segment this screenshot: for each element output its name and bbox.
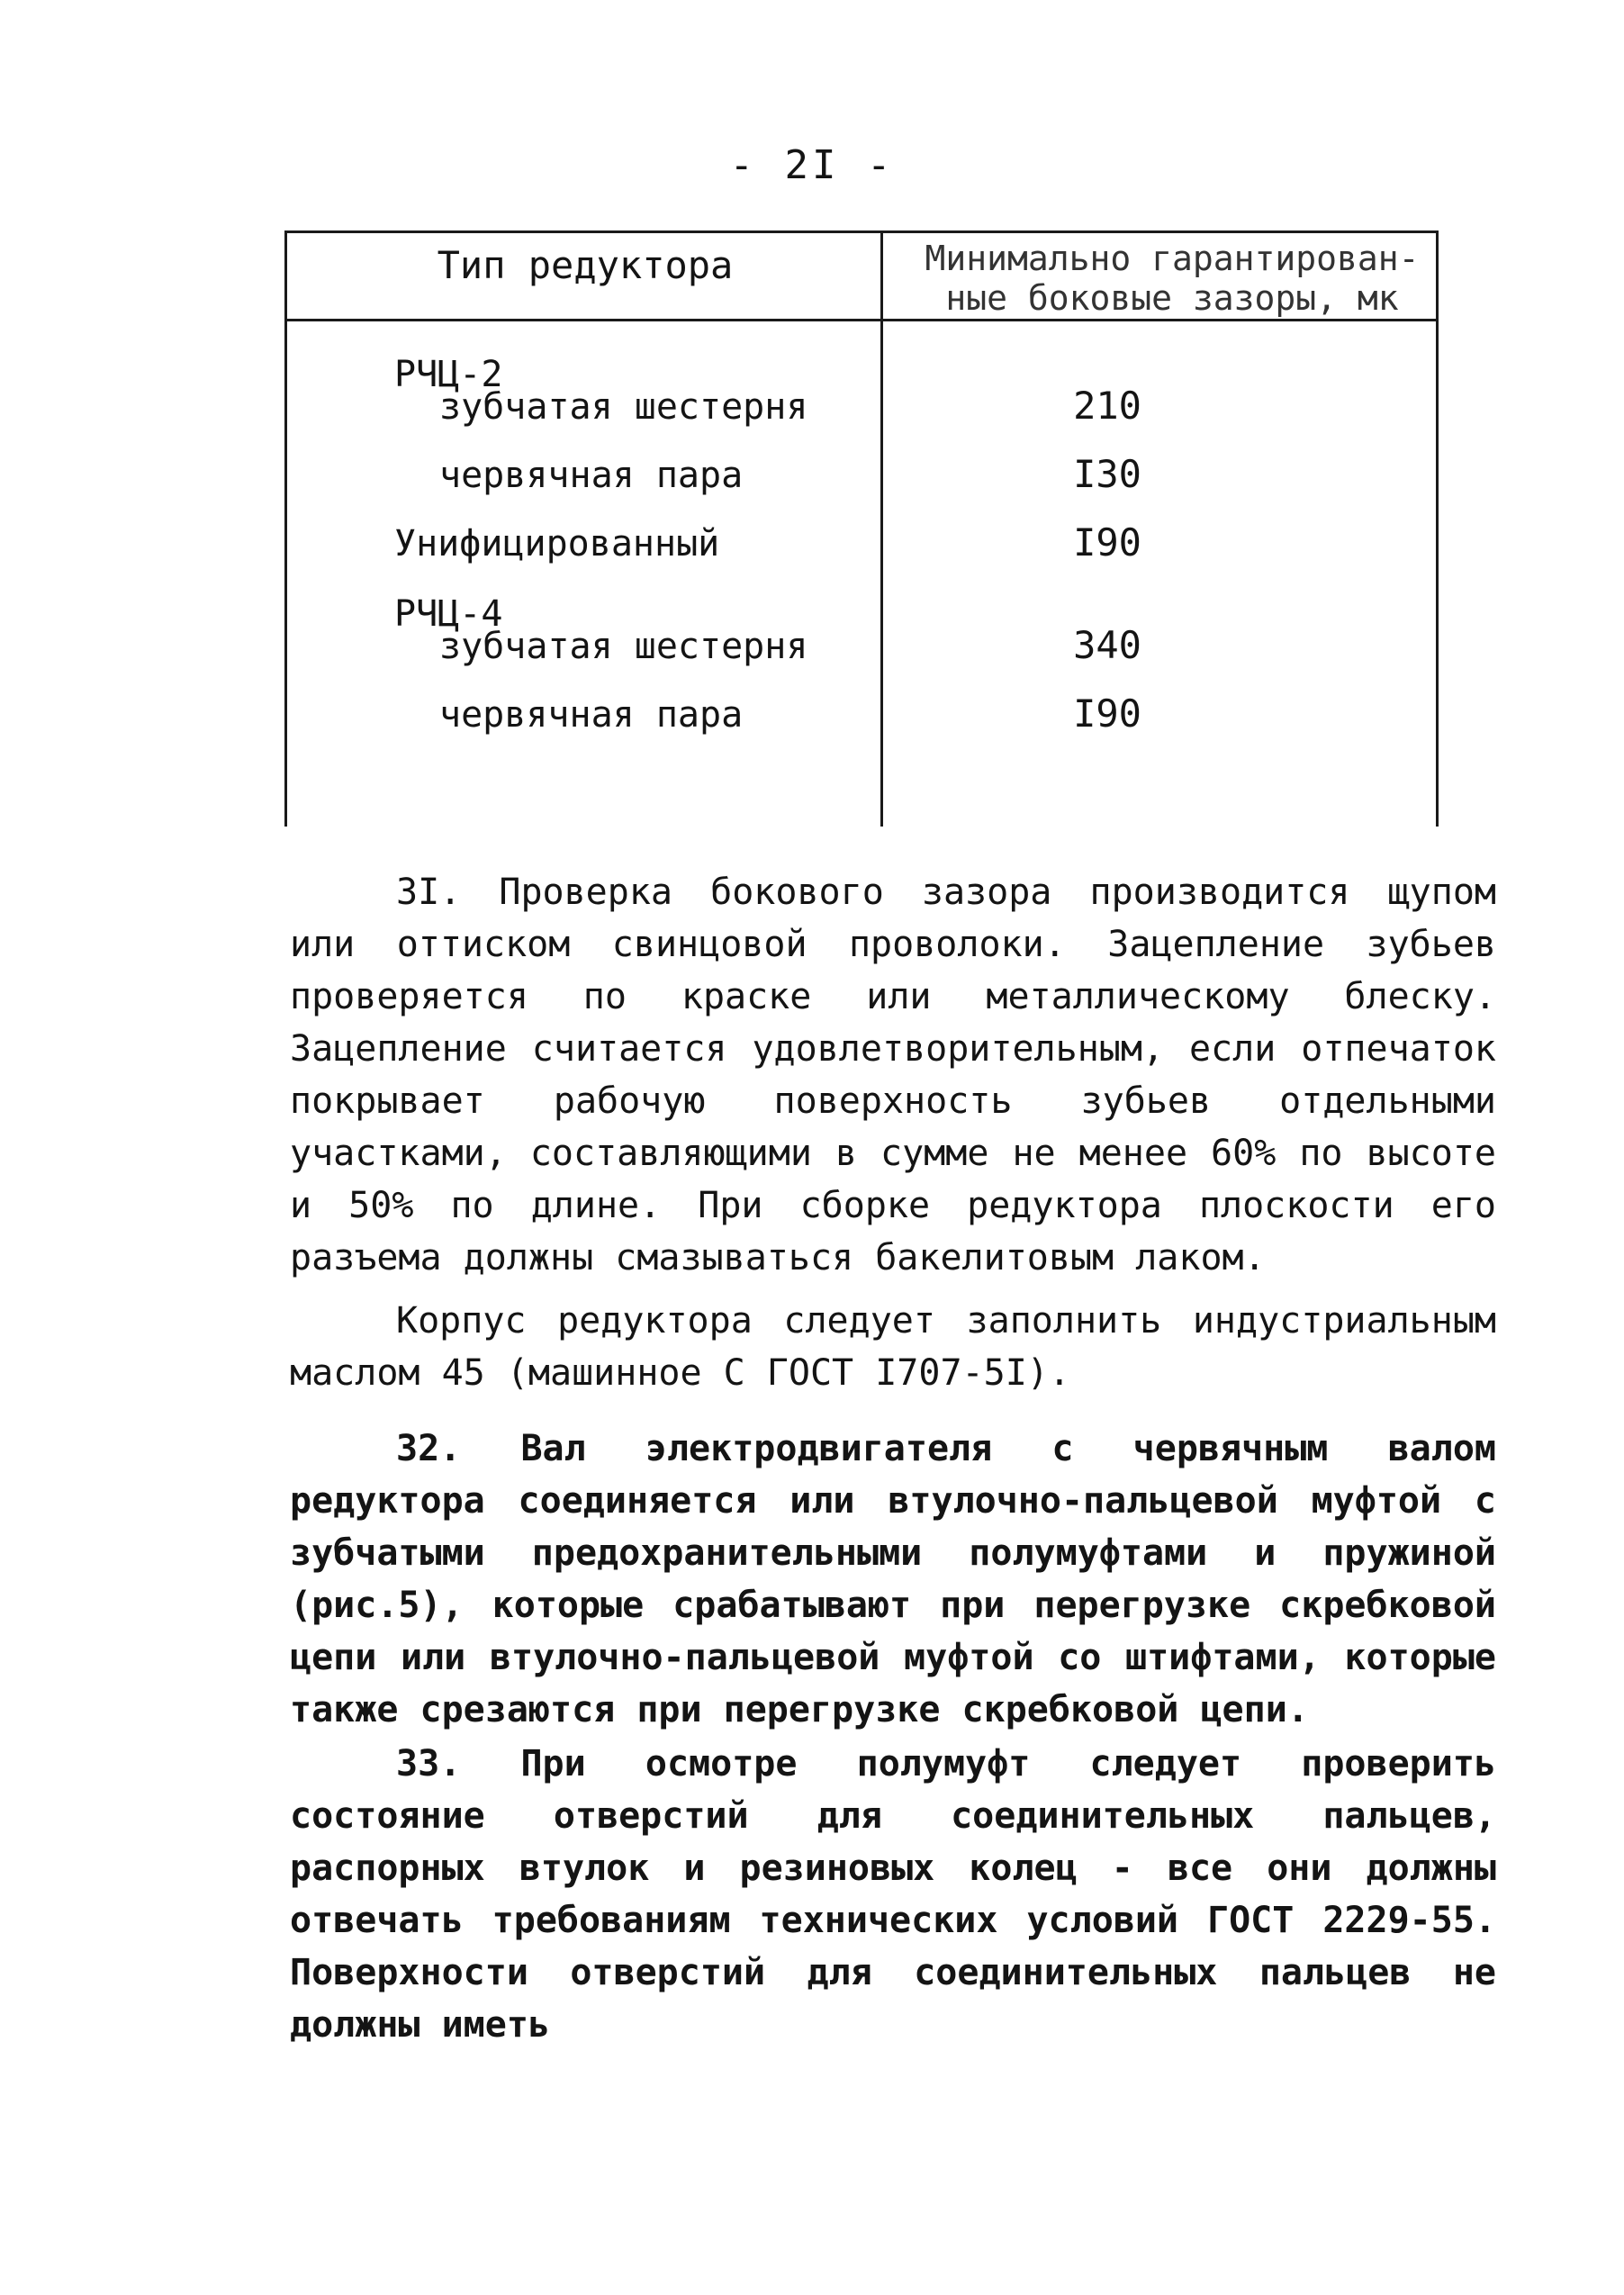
table-row-value: I90 xyxy=(1073,520,1141,565)
table-top-border xyxy=(284,230,1439,233)
table-row-value: 340 xyxy=(1073,623,1141,667)
paragraph-31: 3I. Проверка бокового зазора производится щупом или оттиском свинцовой проволоки. Зацепление зубьев проверяется по краске или металлическому блеску. Зацепление считается удовлетворительным, если отпечаток покрывает рабочую поверхность зубьев отдельными участками, составляющими в сумме не менее 60% по высоте и 50% по длине. При сборке редуктора плоскости его разъема должны смазываться бакелитовым лаком. xyxy=(290,872,1496,1279)
backlash-table xyxy=(0,0,1624,837)
table-group-label: РЧЦ-2 xyxy=(394,354,503,395)
paragraph-31-oil: Корпус редуктора следует заполнить индустриальным маслом 45 (машинное С ГОСТ I707-5I). xyxy=(290,1300,1496,1394)
table-row-label: червячная пара xyxy=(439,694,744,736)
paragraph-32: 32. Вал электродвигателя с червячным валом редуктора соединяется или втулочно-пальцевой муфтой с зубчатыми предохранительными полумуфтами и пружиной (рис.5), которые срабатывают при перегрузке скребковой цепи или втулочно-пальцевой муфтой со штифтами, которые также срезаются при перегрузке скребковой цепи. xyxy=(290,1428,1496,1730)
table-row-value: 210 xyxy=(1073,384,1141,428)
header-min-backlash-line2: ные боковые зазоры, мк xyxy=(945,277,1399,318)
table-row-value: I30 xyxy=(1073,452,1141,496)
header-min-backlash-line1: Минимально гарантирован- xyxy=(925,239,1420,278)
page-number: - 2I - xyxy=(729,142,895,188)
table-row-label: червячная пара xyxy=(439,455,744,496)
header-min-backlash xyxy=(893,239,1451,318)
table-right-border xyxy=(1436,230,1439,827)
table-row-label: Унифицированный xyxy=(394,523,720,565)
table-row-label: зубчатая шестерня xyxy=(439,386,808,428)
header-reducer-type: Тип редуктора xyxy=(437,243,734,287)
table-group-label: РЧЦ-4 xyxy=(394,593,503,635)
table-left-border xyxy=(284,230,287,827)
paragraph-33: 33. При осмотре полумуфт следует проверить состояние отверстий для соединительных пальцев, распорных втулок и резиновых колец - все они должны отвечать требованиям технических условий ГОСТ 2229-55. Поверхности отверстий для соединительных пальцев не должны иметь xyxy=(290,1743,1496,2046)
table-row-label: зубчатая шестерня xyxy=(439,626,808,667)
table-row-value: I90 xyxy=(1073,691,1141,736)
table-header-divider xyxy=(284,319,1439,321)
table-column-divider xyxy=(880,230,883,827)
